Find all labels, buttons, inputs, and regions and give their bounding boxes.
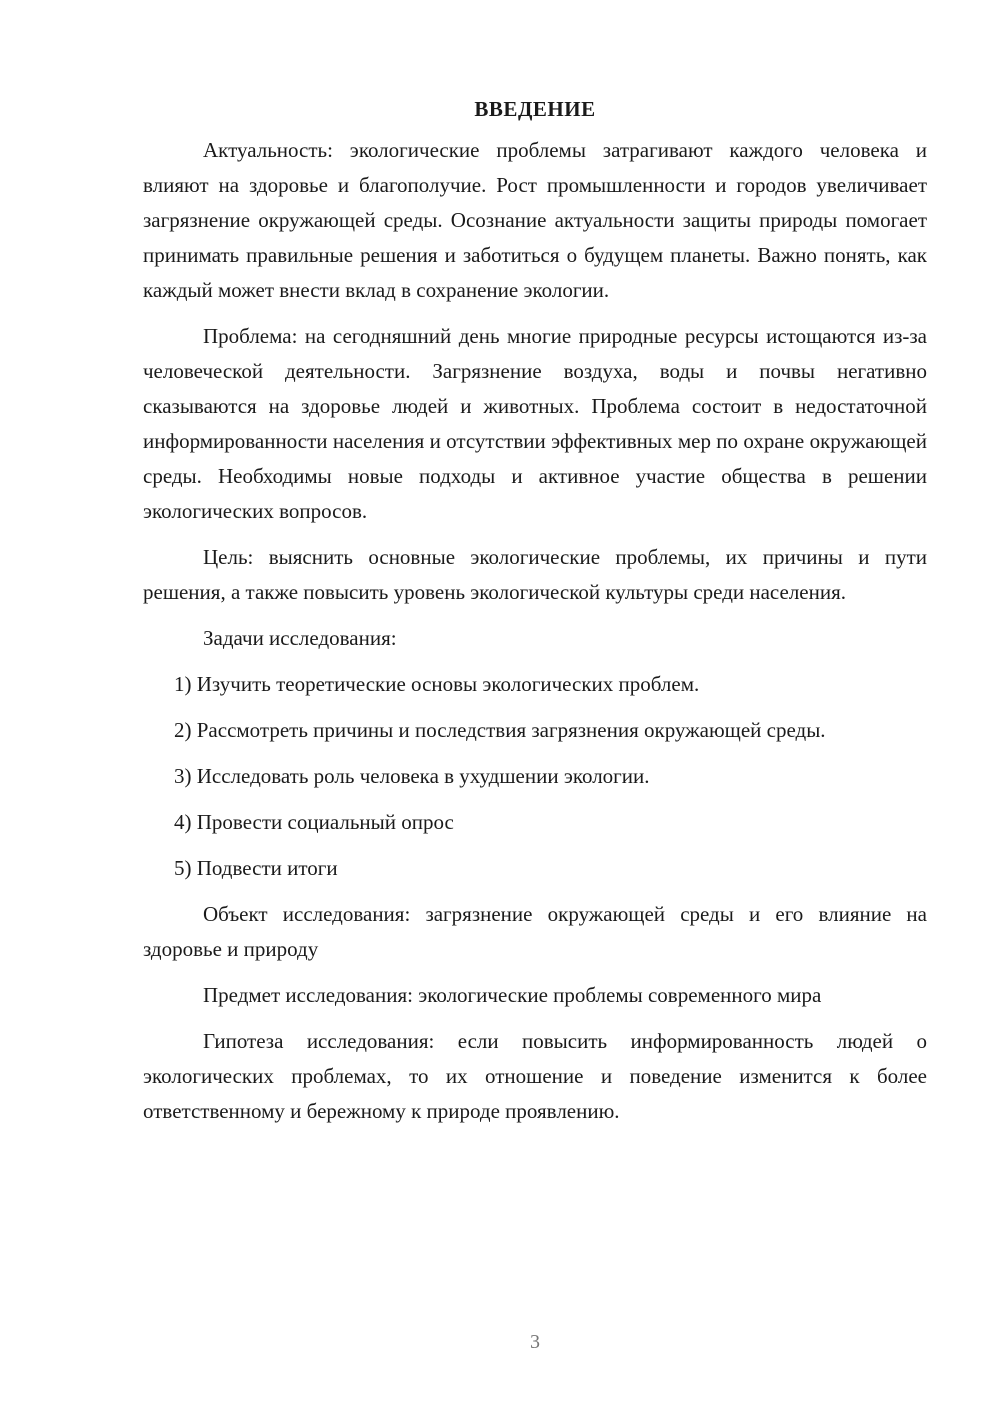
tasks-title: Задачи исследования:	[203, 626, 397, 650]
task-item-4: 4) Провести социальный опрос	[174, 810, 454, 834]
section-heading: ВВЕДЕНИЕ	[474, 97, 596, 121]
task-item-3: 3) Исследовать роль человека в ухудшении экологии.	[174, 764, 650, 788]
task-item-2: 2) Рассмотреть причины и последствия загрязнения окружающей среды.	[174, 718, 826, 742]
problem-paragraph: Проблема: на сегодняшний день многие природные ресурсы истощаются из-за человеческой деятельности. Загрязнение воздуха, воды и почвы негативно сказываются на здоровье людей и животных. Проблема состоит в недостаточной информированности населения и отсутствии эффективных мер по охране окружающей среды. Необходимы новые подходы и активное участие общества в решении экологических вопросов.	[143, 324, 927, 523]
subject-paragraph: Предмет исследования: экологические проблемы современного мира	[203, 983, 822, 1007]
hypothesis-paragraph: Гипотеза исследования: если повысить информированность людей о экологических проблемах, то их отношение и поведение изменится к более ответственному и бережному к природе проявлению.	[143, 1029, 927, 1123]
task-item-1: 1) Изучить теоретические основы экологических проблем.	[174, 672, 700, 696]
object-paragraph: Объект исследования: загрязнение окружающей среды и его влияние на здоровье и природу	[143, 902, 927, 961]
task-item-5: 5) Подвести итоги	[174, 856, 338, 880]
page-number: 3	[530, 1331, 540, 1353]
relevance-paragraph: Актуальность: экологические проблемы затрагивают каждого человека и влияют на здоровье и благополучие. Рост промышленности и городов увеличивает загрязнение окружающей среды. Осознание актуальности защиты природы помогает принимать правильные решения и заботиться о будущем планеты. Важно понять, как каждый может внести вклад в сохранение экологии.	[143, 138, 927, 302]
goal-paragraph: Цель: выяснить основные экологические проблемы, их причины и пути решения, а также повысить уровень экологической культуры среди населения.	[143, 545, 927, 604]
document-page	[143, 92, 927, 1140]
